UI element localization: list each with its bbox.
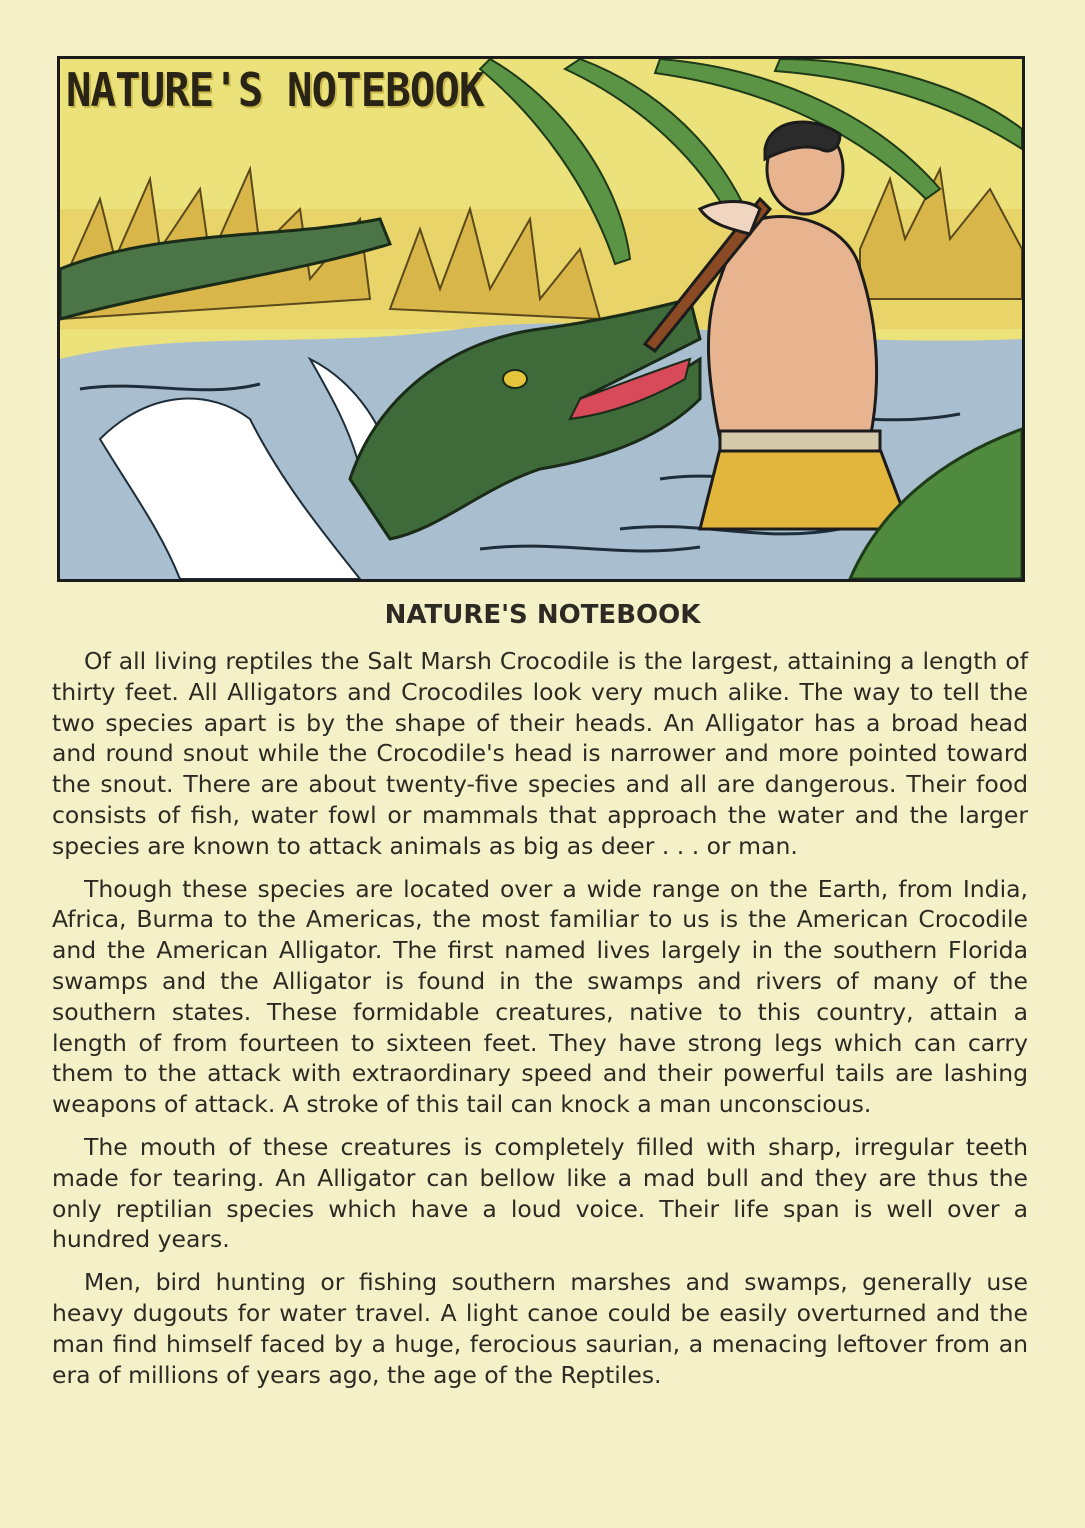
panel-title: NATURE'S NOTEBOOK (66, 63, 484, 117)
article-heading: NATURE'S NOTEBOOK (384, 600, 701, 630)
comic-panel (57, 56, 1025, 582)
paragraph: Though these species are located over a wide range on the Earth, from India, Africa, Burma to the Americas, the most familiar to us is the American Crocodile and the American Alligator. The first named lives largely in the southern Florida swamps and the Alligator is found in the swamps and rivers of many of the southern states. These formidable creatures, native to this country, attain a length of from fourteen to sixteen feet. They have strong legs which can carry them to the attack with extraordinary speed and their powerful tails are lashing weapons of attack. A stroke of this tail can knock a man unconscious. (52, 874, 1028, 1119)
article-body (52, 646, 1028, 1402)
paragraph: Men, bird hunting or fishing southern marshes and swamps, generally use heavy dugouts for water travel. A light canoe could be easily overturned and the man find himself faced by a huge, ferocious saurian, a menacing leftover from an era of millions of years ago, the age of the Reptiles. (52, 1268, 1028, 1389)
paragraph: The mouth of these creatures is completely filled with sharp, irregular teeth made for tearing. An Alligator can bellow like a mad bull and they are thus the only reptilian species which have a loud voice. Their life span is well over a hundred years. (52, 1132, 1028, 1254)
alligator-attack-illustration (60, 59, 1022, 579)
paragraph: Of all living reptiles the Salt Marsh Crocodile is the largest, attaining a length of thirty feet. All Alligators and Crocodiles look very much alike. The way to tell the two species apart is by the shape of their heads. An Alligator has a broad head and round snout while the Crocodile's head is narrower and more pointed toward the snout. There are about twenty-five species and all are dangerous. Their food consists of fish, water fowl or mammals that approach the water and the larger species are known to attack animals as big as deer . . . or man. (52, 647, 1028, 860)
